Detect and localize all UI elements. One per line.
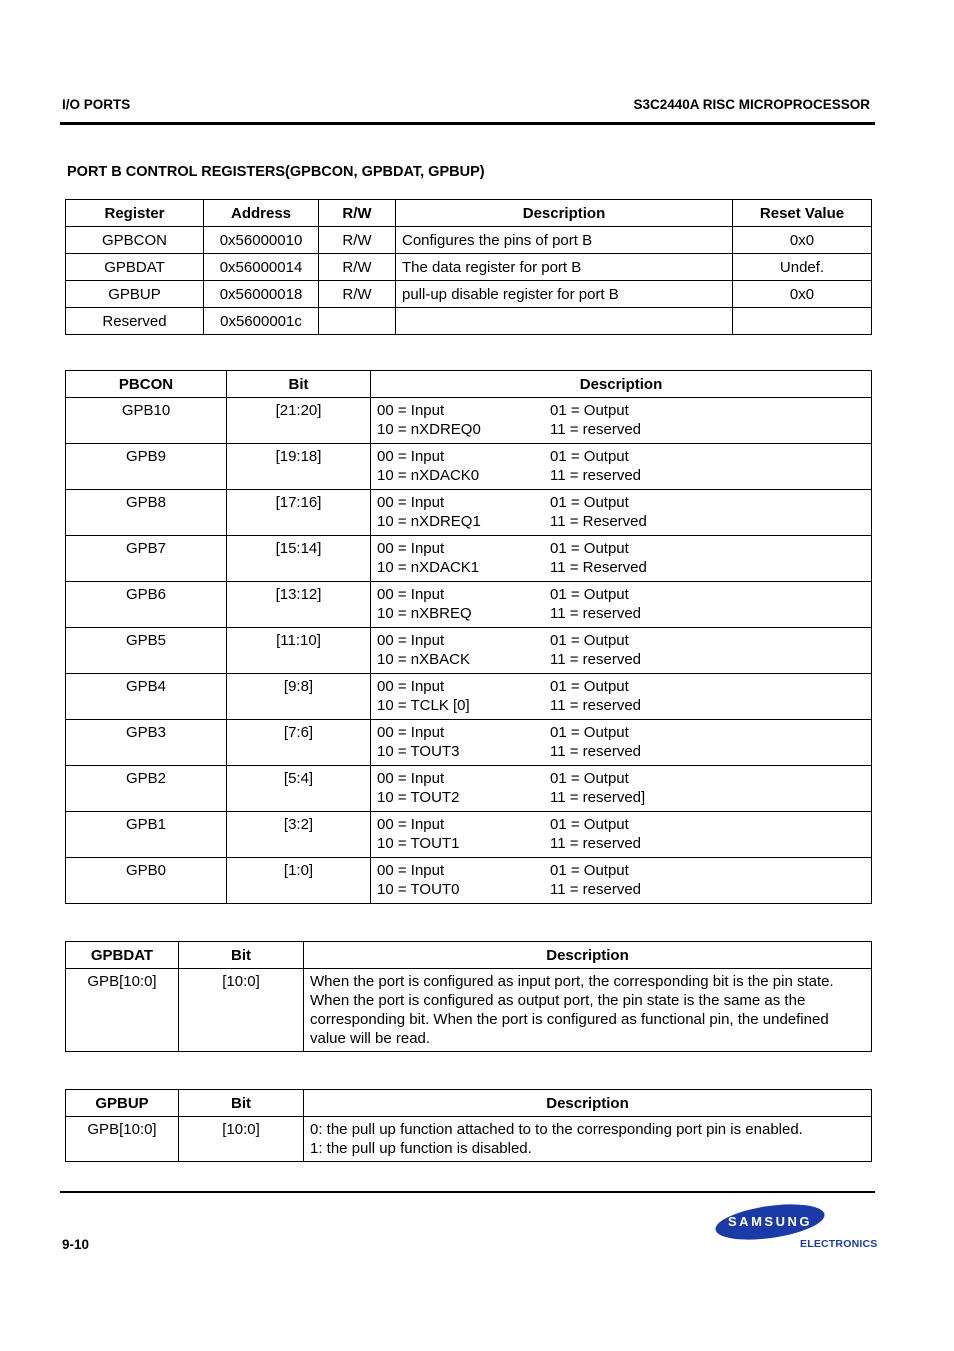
column-header: Description xyxy=(304,942,872,969)
table-row xyxy=(66,536,872,582)
column-header: Bit xyxy=(227,371,371,398)
table-row xyxy=(66,398,872,444)
cell-bit: [13:12] xyxy=(227,582,371,628)
option-text: 10 = nXBACK xyxy=(377,651,470,668)
description-line xyxy=(377,558,865,577)
table-row xyxy=(66,1117,872,1162)
cell-pin-name: GPB3 xyxy=(66,720,227,766)
option-text: 00 = Input xyxy=(377,816,445,833)
option-text: 11 = Reserved xyxy=(550,513,647,530)
cell-pin-name: GPB8 xyxy=(66,490,227,536)
option-text: 10 = nXDACK0 xyxy=(377,467,480,484)
option-text: 00 = Input xyxy=(377,448,445,465)
description-line xyxy=(377,742,865,761)
option-text: 10 = TCLK [0] xyxy=(377,697,470,714)
description-line xyxy=(377,493,865,512)
cell-description xyxy=(371,582,872,628)
column-header: Reset Value xyxy=(733,200,872,227)
table-row xyxy=(66,490,872,536)
option-text: 01 = Output xyxy=(550,586,629,603)
cell-pin-name: GPB5 xyxy=(66,628,227,674)
cell-register: GPBCON xyxy=(66,227,204,254)
cell-pin-name: GPB7 xyxy=(66,536,227,582)
gpbdat-table xyxy=(65,941,872,1052)
table-row xyxy=(66,582,872,628)
cell-bit: [10:0] xyxy=(179,969,304,1052)
description-line xyxy=(377,512,865,531)
cell-description xyxy=(371,812,872,858)
description-line xyxy=(377,788,865,807)
table-row xyxy=(66,444,872,490)
cell-pin-name: GPB10 xyxy=(66,398,227,444)
cell-register: GPBDAT xyxy=(66,254,204,281)
cell-pin-name: GPB0 xyxy=(66,858,227,904)
column-header: PBCON xyxy=(66,371,227,398)
description-line xyxy=(377,585,865,604)
cell-rw: R/W xyxy=(319,227,396,254)
cell-address: 0x56000018 xyxy=(204,281,319,308)
option-text: 11 = reserved xyxy=(550,881,642,898)
option-text: 11 = reserved xyxy=(550,697,642,714)
option-text: 00 = Input xyxy=(377,862,445,879)
logo-subtext: ELECTRONICS xyxy=(800,1238,878,1250)
option-text: 10 = nXDREQ1 xyxy=(377,513,481,530)
option-text: 10 = nXDREQ0 xyxy=(377,421,481,438)
cell-bit: [15:14] xyxy=(227,536,371,582)
table-row xyxy=(66,812,872,858)
column-header: GPBUP xyxy=(66,1090,179,1117)
column-header: GPBDAT xyxy=(66,942,179,969)
cell-description xyxy=(371,444,872,490)
pbcon-table xyxy=(65,370,872,904)
cell-name: GPB[10:0] xyxy=(66,969,179,1052)
table-row xyxy=(66,858,872,904)
option-text: 01 = Output xyxy=(550,494,629,511)
option-text: 00 = Input xyxy=(377,770,445,787)
cell-reset-value: 0x0 xyxy=(733,281,872,308)
cell-bit: [3:2] xyxy=(227,812,371,858)
description-line xyxy=(377,769,865,788)
description-line xyxy=(377,466,865,485)
table-header-row xyxy=(66,371,872,398)
header-section-name: I/O PORTS xyxy=(62,97,131,112)
option-text: 01 = Output xyxy=(550,448,629,465)
cell-reset-value xyxy=(733,308,872,335)
option-text: 00 = Input xyxy=(377,402,445,419)
option-text: 01 = Output xyxy=(550,770,629,787)
option-text: 10 = TOUT1 xyxy=(377,835,460,852)
description-line xyxy=(377,631,865,650)
header-document-title: S3C2440A RISC MICROPROCESSOR xyxy=(633,97,870,112)
cell-pin-name: GPB6 xyxy=(66,582,227,628)
cell-description xyxy=(396,308,733,335)
footer-rule xyxy=(60,1191,875,1193)
cell-bit: [21:20] xyxy=(227,398,371,444)
table-row xyxy=(66,254,872,281)
column-header: Bit xyxy=(179,1090,304,1117)
column-header: Description xyxy=(396,200,733,227)
description-line xyxy=(377,696,865,715)
table-row xyxy=(66,628,872,674)
table-row xyxy=(66,308,872,335)
table-row xyxy=(66,281,872,308)
option-text: 01 = Output xyxy=(550,678,629,695)
column-header: Register xyxy=(66,200,204,227)
cell-pin-name: GPB4 xyxy=(66,674,227,720)
cell-address: 0x56000010 xyxy=(204,227,319,254)
table-header-row xyxy=(66,942,872,969)
option-text: 11 = reserved xyxy=(550,421,642,438)
description-line xyxy=(377,604,865,623)
option-text: 01 = Output xyxy=(550,632,629,649)
table-row xyxy=(66,969,872,1052)
option-text: 00 = Input xyxy=(377,632,445,649)
cell-rw: R/W xyxy=(319,281,396,308)
option-text: 11 = reserved xyxy=(550,743,642,760)
cell-pin-name: GPB2 xyxy=(66,766,227,812)
header-rule xyxy=(60,122,875,125)
description-line xyxy=(377,401,865,420)
option-text: 11 = reserved xyxy=(550,605,642,622)
cell-bit: [9:8] xyxy=(227,674,371,720)
description-line xyxy=(377,539,865,558)
cell-description: pull-up disable register for port B xyxy=(396,281,733,308)
option-text: 01 = Output xyxy=(550,540,629,557)
section-title: PORT B CONTROL REGISTERS(GPBCON, GPBDAT, GPBUP) xyxy=(67,164,485,180)
option-text: 00 = Input xyxy=(377,678,445,695)
table-row xyxy=(66,227,872,254)
column-header: R/W xyxy=(319,200,396,227)
option-text: 10 = nXDACK1 xyxy=(377,559,480,576)
option-text: 01 = Output xyxy=(550,402,629,419)
option-text: 01 = Output xyxy=(550,816,629,833)
cell-bit: [1:0] xyxy=(227,858,371,904)
cell-bit: [10:0] xyxy=(179,1117,304,1162)
column-header: Bit xyxy=(179,942,304,969)
option-text: 11 = reserved xyxy=(550,651,642,668)
description-line xyxy=(377,880,865,899)
cell-register: GPBUP xyxy=(66,281,204,308)
cell-description xyxy=(371,720,872,766)
table-row xyxy=(66,720,872,766)
logo-text: SAMSUNG xyxy=(728,1214,812,1229)
option-text: 00 = Input xyxy=(377,586,445,603)
table-row xyxy=(66,766,872,812)
option-text: 11 = reserved] xyxy=(550,789,646,806)
description-line: 1: the pull up function is disabled. xyxy=(310,1140,532,1157)
table-row xyxy=(66,674,872,720)
cell-description xyxy=(371,398,872,444)
option-text: 00 = Input xyxy=(377,540,445,557)
column-header: Description xyxy=(371,371,872,398)
cell-name: GPB[10:0] xyxy=(66,1117,179,1162)
option-text: 11 = Reserved xyxy=(550,559,647,576)
cell-description: Configures the pins of port B xyxy=(396,227,733,254)
cell-description xyxy=(371,766,872,812)
option-text: 10 = nXBREQ xyxy=(377,605,472,622)
cell-bit: [17:16] xyxy=(227,490,371,536)
option-text: 10 = TOUT2 xyxy=(377,789,460,806)
description-line xyxy=(377,723,865,742)
cell-pin-name: GPB9 xyxy=(66,444,227,490)
gpbup-table xyxy=(65,1089,872,1162)
cell-register: Reserved xyxy=(66,308,204,335)
cell-description xyxy=(371,628,872,674)
cell-description: The data register for port B xyxy=(396,254,733,281)
cell-rw xyxy=(319,308,396,335)
cell-reset-value: 0x0 xyxy=(733,227,872,254)
cell-pin-name: GPB1 xyxy=(66,812,227,858)
option-text: 11 = reserved xyxy=(550,835,642,852)
option-text: 01 = Output xyxy=(550,724,629,741)
cell-description xyxy=(371,490,872,536)
cell-address: 0x56000014 xyxy=(204,254,319,281)
cell-address: 0x5600001c xyxy=(204,308,319,335)
column-header: Address xyxy=(204,200,319,227)
description-line xyxy=(377,420,865,439)
description-line xyxy=(377,861,865,880)
cell-rw: R/W xyxy=(319,254,396,281)
description-line xyxy=(377,815,865,834)
option-text: 01 = Output xyxy=(550,862,629,879)
register-summary-table xyxy=(65,199,872,335)
cell-description xyxy=(371,858,872,904)
page-number: 9-10 xyxy=(62,1237,90,1252)
cell-bit: [5:4] xyxy=(227,766,371,812)
option-text: 10 = TOUT0 xyxy=(377,881,460,898)
option-text: 11 = reserved xyxy=(550,467,642,484)
cell-bit: [11:10] xyxy=(227,628,371,674)
cell-description xyxy=(304,1117,872,1162)
cell-reset-value: Undef. xyxy=(733,254,872,281)
cell-bit: [7:6] xyxy=(227,720,371,766)
table-header-row xyxy=(66,1090,872,1117)
cell-bit: [19:18] xyxy=(227,444,371,490)
column-header: Description xyxy=(304,1090,872,1117)
description-line: 0: the pull up function attached to to the corresponding port pin is enabled. xyxy=(310,1121,803,1138)
cell-description xyxy=(371,674,872,720)
description-line xyxy=(377,677,865,696)
option-text: 00 = Input xyxy=(377,494,445,511)
cell-description xyxy=(371,536,872,582)
table-header-row xyxy=(66,200,872,227)
description-line xyxy=(377,834,865,853)
option-text: 10 = TOUT3 xyxy=(377,743,460,760)
option-text: 00 = Input xyxy=(377,724,445,741)
cell-description: When the port is configured as input port, the corresponding bit is the pin state. When the port is configured as output port, the pin state is the same as the corresponding bit. When the port is configured as functional pin, the undefined value will be read. xyxy=(304,969,872,1052)
description-line xyxy=(377,650,865,669)
description-line xyxy=(377,447,865,466)
